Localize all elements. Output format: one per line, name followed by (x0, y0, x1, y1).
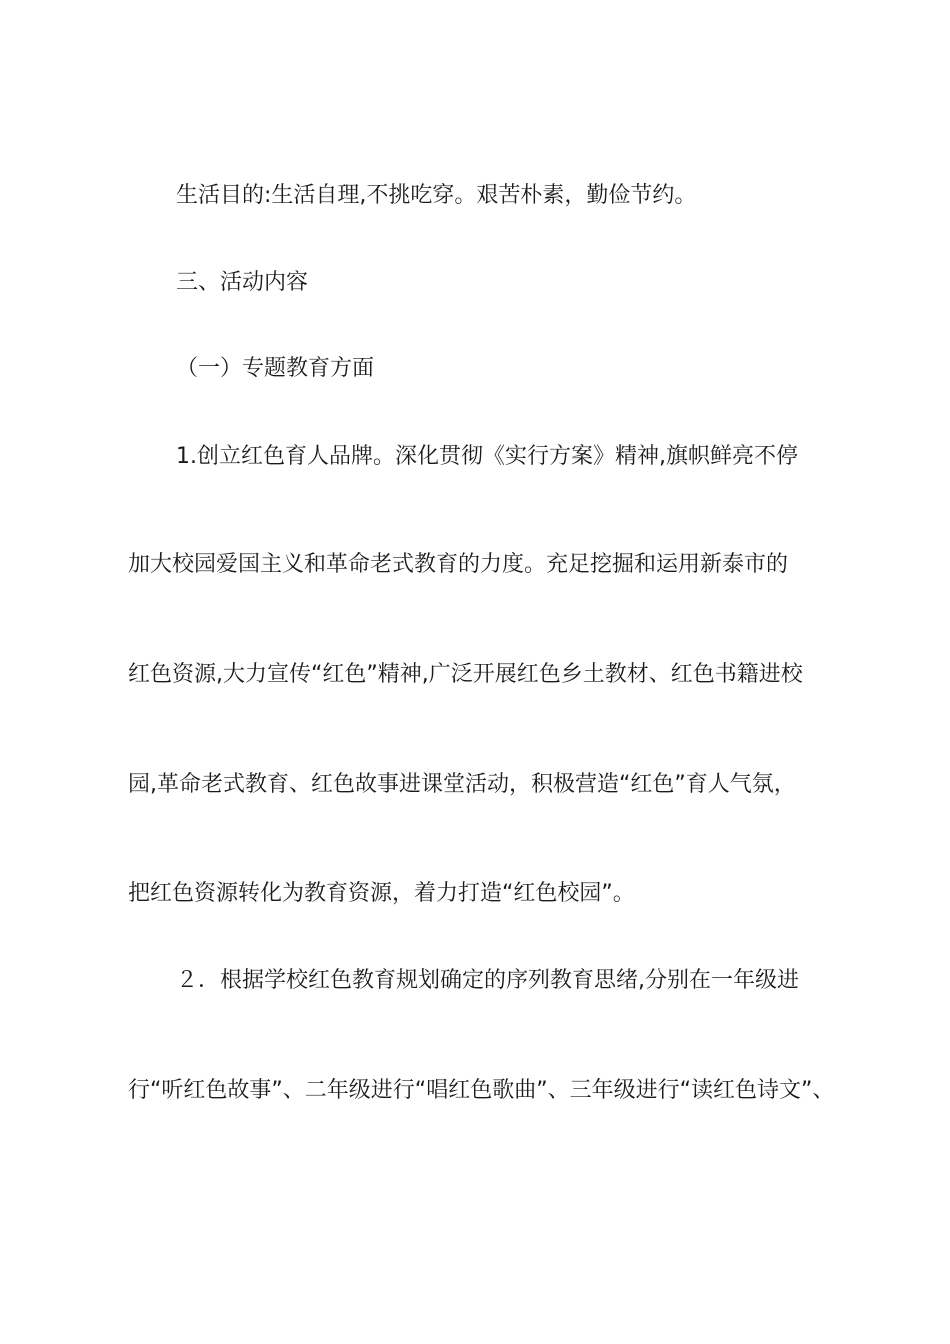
paragraph-life-goal: 生活目的:生活自理,不挑吃穿。艰苦朴素，勤俭节约。 (176, 183, 697, 208)
subsection-heading-topic-education: （一）专题教育方面 (176, 356, 375, 381)
paragraph-line-5: 把红色资源转化为教育资源，着力打造“红色校园”。 (128, 881, 635, 906)
paragraph-line-2: 加大校园爱国主义和革命老式教育的力度。充足挖掘和运用新泰市的 (128, 552, 789, 577)
paragraph-line-1: 1.创立红色育人品牌。深化贯彻《实行方案》精神,旗帜鲜亮不停 (176, 444, 798, 469)
paragraph-line-3: 红色资源,大力宣传“红色”精神,广泛开展红色乡土教材、红色书籍进校 (128, 662, 803, 687)
paragraph-2-line-1: ２．根据学校红色教育规划确定的序列教育思绪,分别在一年级进 (176, 968, 799, 993)
paragraph-2-line-2: 行“听红色故事”、二年级进行“唱红色歌曲”、三年级进行“读红色诗文”、 (128, 1078, 835, 1103)
paragraph-line-4: 园,革命老式教育、红色故事进课堂活动，积极营造“红色”育人气氛， (128, 772, 796, 797)
section-heading-activity-content: 三、活动内容 (176, 270, 309, 295)
